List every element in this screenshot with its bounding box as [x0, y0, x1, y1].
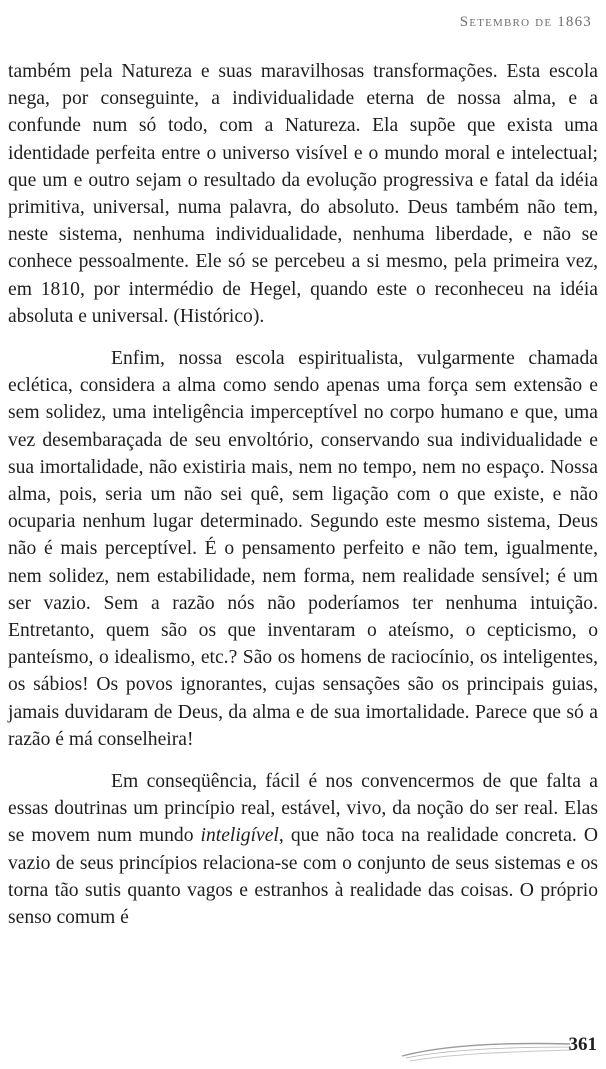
folio-swoosh-ornament: [400, 1034, 580, 1064]
paragraph-3: [8, 768, 598, 931]
paragraph-2: [8, 345, 598, 753]
page-number: 361: [568, 1034, 597, 1055]
paragraph-1-text: também pela Natureza e suas maravilhosas transformações. Esta escola nega, por conseguinte, a individualidade eterna de nossa alma, e a confunde num só todo, com a Natureza. Ela supõe que exista uma identidade perfeita entre o universo visível e o mundo moral e intelectual; que um e outro sejam o resultado da evolução progressiva e fatal da idéia primitiva, universal, numa palavra, do absoluto. Deus também não tem, neste sistema, nenhuma individualidade, nenhuma liberdade, e não se conhece pessoalmente. Ele só se percebeu a si mesmo, pela primeira vez, em 1810, por intermédio de Hegel, quando este o reconheceu na idéia absoluta e universal. (Histórico).: [8, 61, 598, 327]
paragraph-3-text-start: Em conseqüência, fácil é nos convencermos de que falta a essas doutrinas um princípio real, estável, vivo, da noção do ser real. Elas se movem num mundo: [8, 771, 598, 847]
running-head: Setembro de 1863: [459, 14, 592, 30]
italic-term: inteligível: [200, 825, 279, 847]
body-text: [8, 58, 598, 931]
paragraph-1: [8, 58, 598, 330]
paragraph-3-text-end: , que não toca na realidade concreta. O vazio de seus princípios relaciona-se com o conjunto de seus sistemas e os torna tão sutis quanto vagos e estranhos à realidade das coisas. O próprio senso comum é: [8, 825, 598, 929]
paragraph-2-text: Enfim, nossa escola espiritualista, vulgarmente chamada eclética, considera a alma como sendo apenas uma força sem extensão e sem solidez, uma inteligência imperceptível no corpo humano e que, uma vez desembaraçada de seu envoltório, conservando sua individualidade e sua imortalidade, não existiria mais, nem no tempo, nem no espaço. Nossa alma, pois, seria um não sei quê, sem ligação com o que existe, e não ocuparia nenhum lugar determinado. Segundo este mesmo sistema, Deus não é mais perceptível. É o pensamento perfeito e não tem, igualmente, nem solidez, nem estabilidade, nem forma, nem realidade sensível; é um ser vazio. Sem a razão nós não poderíamos ter nenhuma intuição. Entretanto, quem são os que inventaram o ateísmo, o cepticismo, o panteísmo, o idealismo, etc.? São os homens de raciocínio, os inteligentes, os sábios! Os povos ignorantes, cujas sensações são os principais guias, jamais duvidaram de Deus, da alma e de sua imortalidade. Parece que só a razão é má conselheira!: [8, 348, 598, 750]
